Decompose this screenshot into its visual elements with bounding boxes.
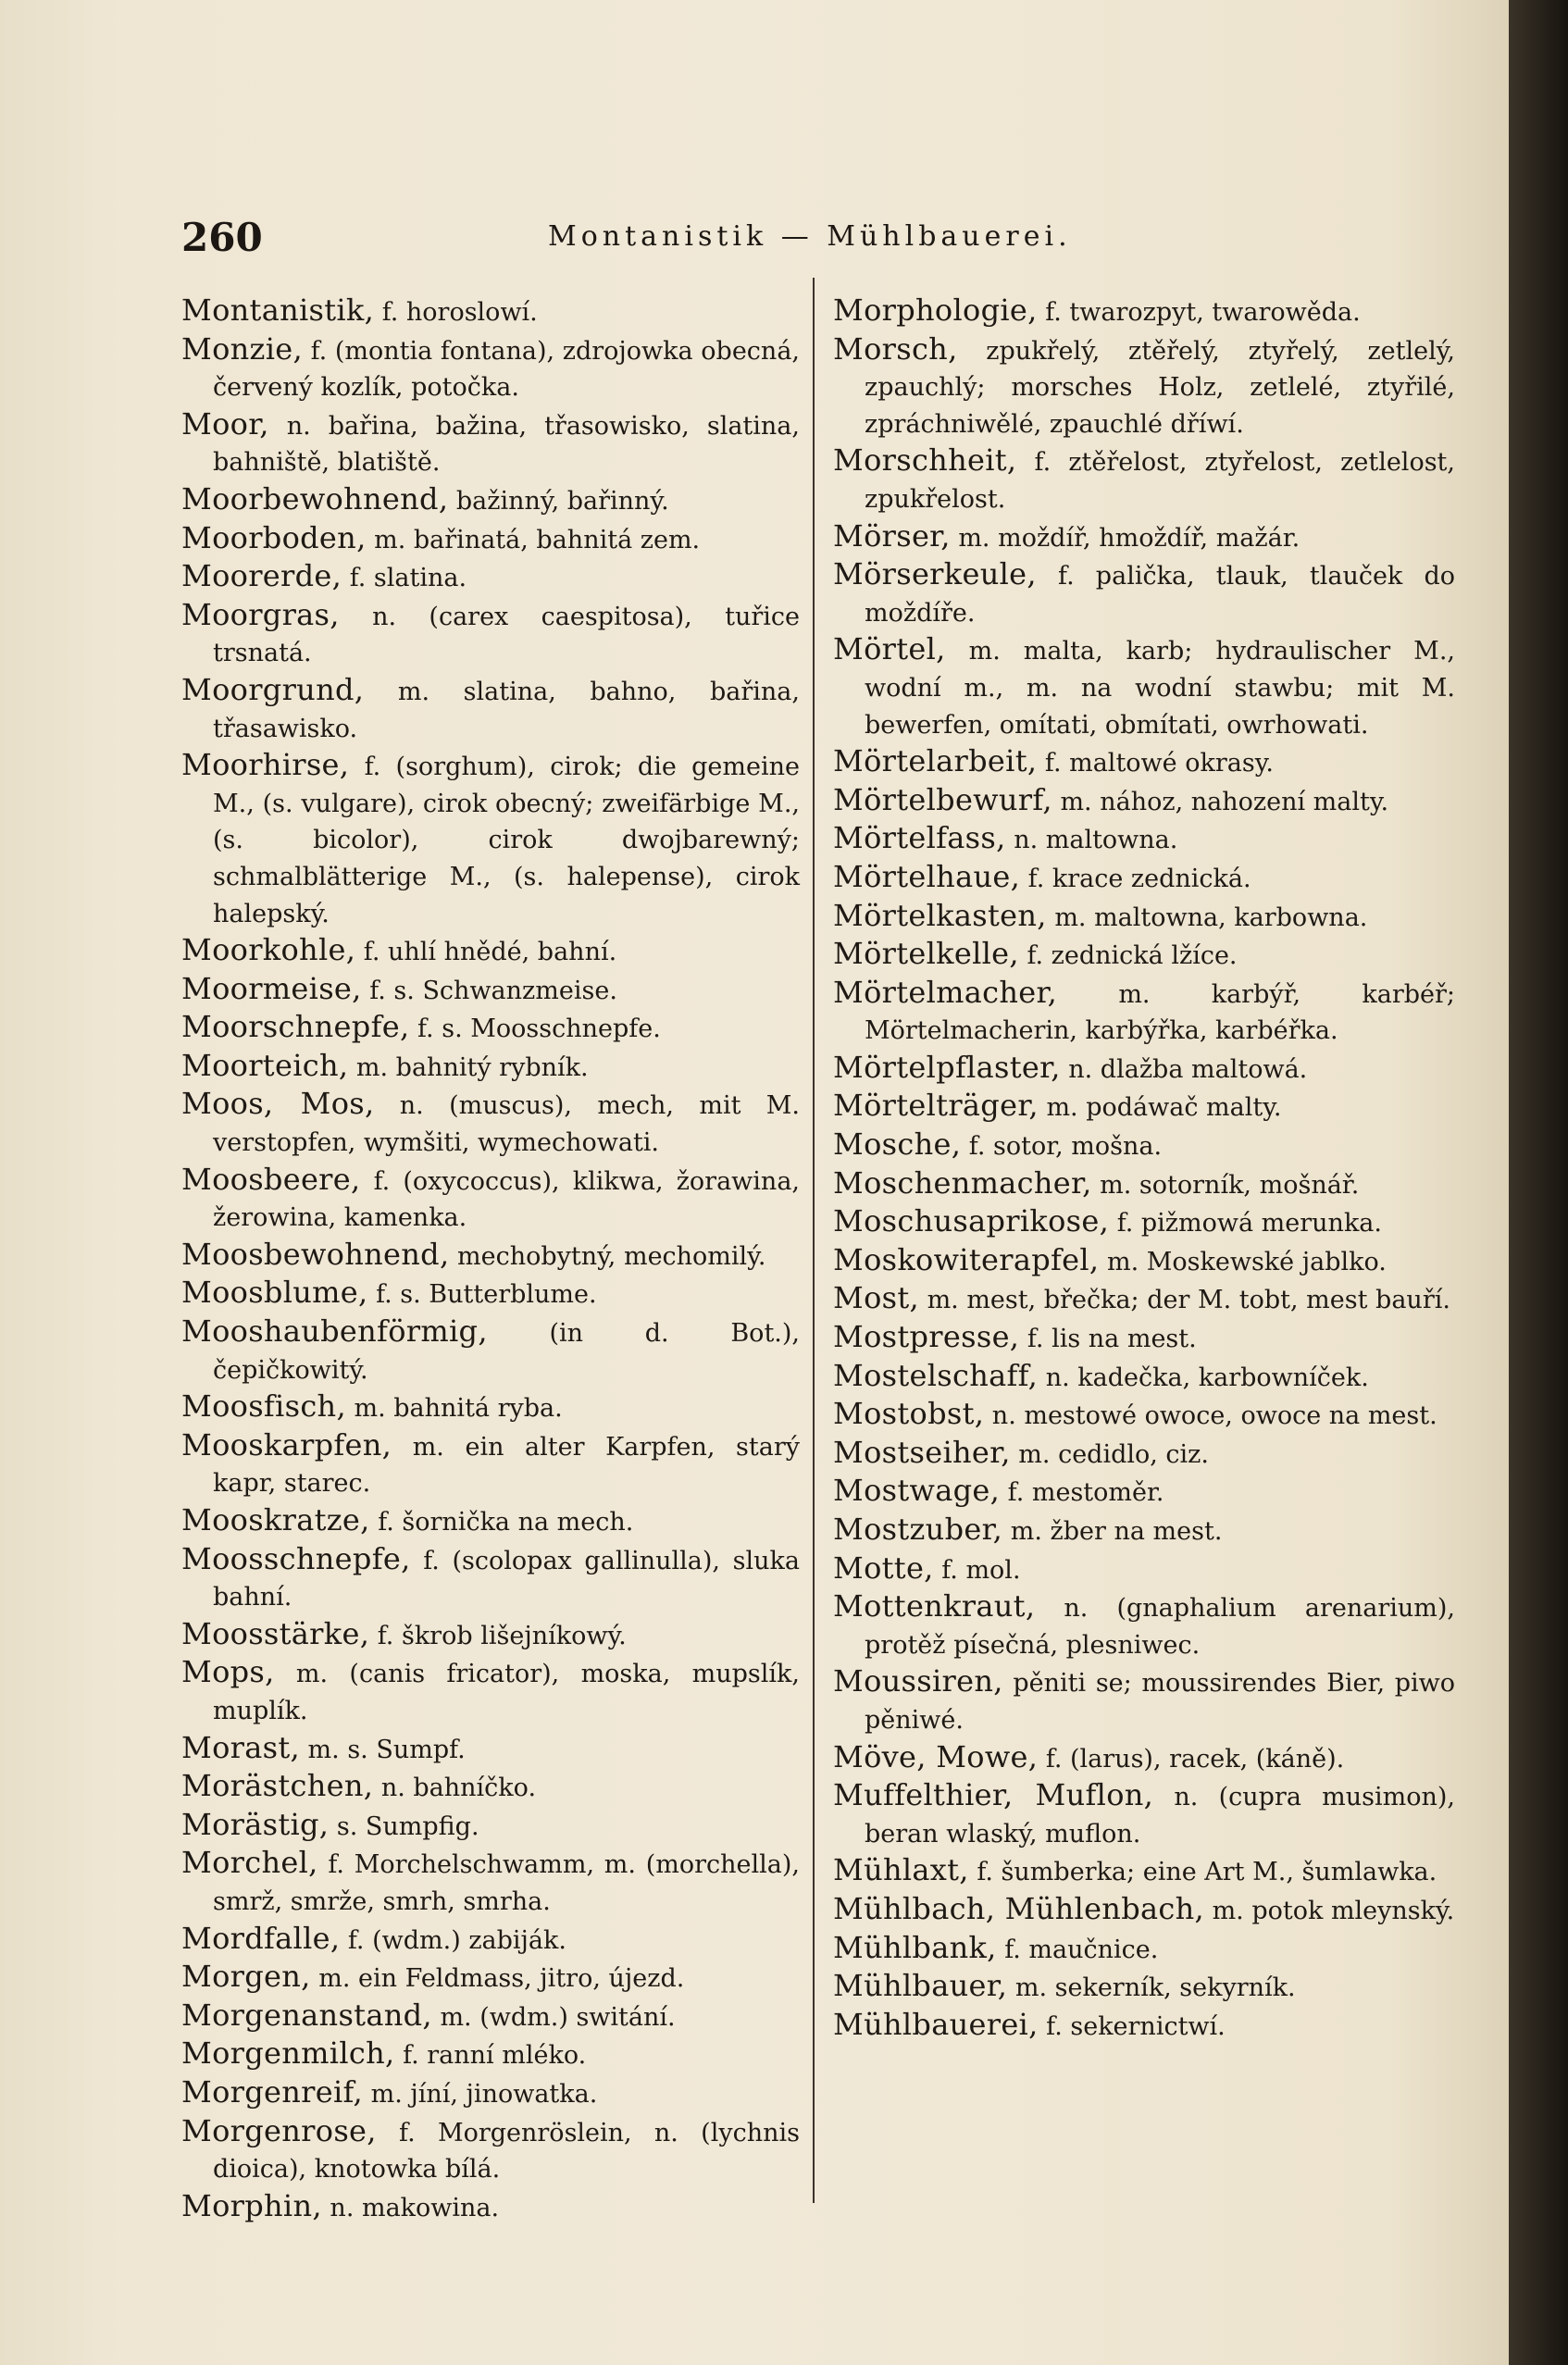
running-head: Montanistik — Mühlbauerei. xyxy=(548,220,1072,253)
dictionary-entry xyxy=(181,1730,800,1769)
entry-definition: f. mol. xyxy=(933,1555,1021,1585)
entry-definition: m. podáwač malty. xyxy=(1038,1093,1282,1123)
dictionary-entry xyxy=(833,331,1455,443)
dictionary-entry xyxy=(181,747,800,932)
entry-definition: f. (oxycoccus), klikwa, žorawina, žerowina, kamenka. xyxy=(213,1166,800,1233)
entry-headword: Moosbeere, xyxy=(181,1161,361,1197)
dictionary-entry xyxy=(833,1280,1455,1319)
entry-headword: Montanistik, xyxy=(181,293,375,328)
entry-definition: n. maltowna. xyxy=(1005,826,1178,855)
dictionary-entry xyxy=(181,1959,800,1998)
entry-headword: Moorkohle, xyxy=(181,932,356,968)
dictionary-entry xyxy=(181,1502,800,1541)
entry-headword: Moosfisch, xyxy=(181,1388,346,1425)
dictionary-entry xyxy=(181,481,800,520)
left-column xyxy=(181,293,800,2226)
entry-headword: Mörtelträger, xyxy=(833,1088,1039,1124)
entry-definition: f. s. Butterblume. xyxy=(367,1280,597,1310)
dictionary-entry xyxy=(833,820,1455,859)
entry-definition: f. s. Schwanzmeise. xyxy=(361,976,617,1005)
dictionary-entry xyxy=(833,1891,1455,1930)
dictionary-entry xyxy=(833,1396,1455,1435)
dictionary-entry xyxy=(833,1242,1455,1281)
dictionary-entry xyxy=(181,1427,800,1502)
dictionary-entry xyxy=(181,932,800,971)
entry-headword: Moosbewohnend, xyxy=(181,1236,450,1272)
entry-headword: Moussiren, xyxy=(833,1663,1003,1699)
entry-definition: m. bařinatá, bahnitá zem. xyxy=(366,525,701,554)
entry-definition: f. (montia fontana), zdrojowka obecná, červený kozlík, potočka. xyxy=(213,336,800,403)
entry-headword: Moormeise, xyxy=(181,970,362,1006)
dictionary-entry xyxy=(181,293,800,331)
entry-definition: zpukřelý, ztěřelý, ztyřelý, zetlelý, zpauchlý; morsches Holz, zetlelé, ztyřilé, zpráchniwělé, zpauchlé dříwí. xyxy=(865,336,1455,439)
entry-definition: bažinný, bařinný. xyxy=(448,486,669,516)
dictionary-entry xyxy=(181,1313,800,1388)
entry-definition: f. ranní mléko. xyxy=(394,2041,587,2071)
dictionary-entry xyxy=(181,1616,800,1655)
entry-definition: n. kadečka, karbowníček. xyxy=(1038,1363,1369,1392)
entry-headword: Mörtelbewurf, xyxy=(833,781,1052,817)
dictionary-entry xyxy=(181,1921,800,1960)
dictionary-entry xyxy=(181,1807,800,1846)
entry-headword: Mörtelpflaster, xyxy=(833,1049,1061,1085)
entry-headword: Morschheit, xyxy=(833,442,1017,479)
dictionary-entry xyxy=(833,1663,1455,1738)
dictionary-entry xyxy=(833,1512,1455,1550)
entry-definition: n. (gnaphalium arenarium), protěž písečná, plesniwec. xyxy=(865,1594,1455,1660)
dictionary-entry xyxy=(833,1050,1455,1089)
entry-headword: Mörser, xyxy=(833,517,951,554)
entry-definition: m. jíní, jinowatka. xyxy=(363,2079,598,2109)
entry-headword: Mostzuber, xyxy=(833,1512,1003,1547)
entry-definition: mechobytný, mechomilý. xyxy=(449,1241,766,1271)
entry-definition: f. (wdm.) zabiják. xyxy=(340,1925,566,1955)
entry-headword: Mühlbauerei, xyxy=(833,2006,1039,2042)
entry-headword: Mörtelarbeit, xyxy=(833,743,1038,779)
entry-definition: (in d. Bot.), čepičkowitý. xyxy=(213,1319,800,1385)
entry-headword: Morphologie, xyxy=(833,293,1038,328)
dictionary-entry xyxy=(833,1588,1455,1663)
entry-headword: Morast, xyxy=(181,1729,300,1765)
dictionary-entry xyxy=(833,1777,1455,1852)
dictionary-entry xyxy=(833,975,1455,1050)
dictionary-entry xyxy=(833,1550,1455,1589)
entry-headword: Moorgras, xyxy=(181,596,340,632)
entry-definition: f. slatina. xyxy=(342,564,467,593)
dictionary-entry xyxy=(181,1275,800,1313)
entry-headword: Mostwage, xyxy=(833,1473,1001,1509)
entry-headword: Moschenmacher, xyxy=(833,1164,1092,1201)
entry-headword: Mühlaxt, xyxy=(833,1852,969,1888)
entry-definition: m. karbýř, karbéř; Mörtelmacherin, karbýřka, karbéřka. xyxy=(865,979,1455,1046)
entry-definition: f. škrob lišejníkowý. xyxy=(369,1621,627,1650)
dictionary-entry xyxy=(833,1739,1455,1778)
entry-definition: n. (cupra musimon), beran wlaský, muflon. xyxy=(865,1783,1455,1848)
entry-definition: m. moždíř, hmoždíř, mažár. xyxy=(950,523,1300,553)
entry-definition: n. dlažba maltowá. xyxy=(1060,1054,1308,1084)
entry-headword: Mörtelhaue, xyxy=(833,858,1021,894)
entry-headword: Moosblume, xyxy=(181,1275,368,1311)
dictionary-entry xyxy=(181,2035,800,2074)
entry-definition: n. (muscus), mech, mit M. verstopfen, wymšiti, wymechowati. xyxy=(213,1091,800,1158)
entry-definition: f. krace zednická. xyxy=(1020,864,1251,893)
entry-headword: Mühlbank, xyxy=(833,1929,997,1965)
entry-headword: Mörtelkelle, xyxy=(833,936,1019,972)
entry-definition: f. palička, tlauk, tlauček do moždíře. xyxy=(865,562,1455,628)
entry-definition: m. nához, nahození malty. xyxy=(1052,787,1389,816)
dictionary-entry xyxy=(833,556,1455,631)
dictionary-entry xyxy=(181,1845,800,1920)
entry-headword: Monzie, xyxy=(181,330,303,367)
dictionary-entry xyxy=(181,558,800,597)
entry-definition: f. šornička na mech. xyxy=(369,1508,634,1537)
dictionary-entry xyxy=(833,1852,1455,1891)
entry-headword: Morphin, xyxy=(181,2187,322,2223)
entry-definition: s. Sumpfig. xyxy=(329,1811,479,1841)
entry-headword: Morgenanstand, xyxy=(181,1997,432,2033)
dictionary-entry xyxy=(833,782,1455,821)
entry-definition: pěniti se; moussirendes Bier, piwo pěniwé. xyxy=(865,1669,1455,1735)
entry-headword: Morästchen, xyxy=(181,1768,374,1804)
entry-headword: Moorgrund, xyxy=(181,671,365,707)
dictionary-entry xyxy=(833,1165,1455,1204)
entry-headword: Möve, Mowe, xyxy=(833,1738,1039,1774)
entry-headword: Morgenmilch, xyxy=(181,2035,395,2072)
entry-definition: m. ein Feldmass, jitro, újezd. xyxy=(310,1964,685,1994)
entry-headword: Moorhirse, xyxy=(181,747,350,783)
book-edge xyxy=(1509,0,1568,2365)
entry-definition: f. lis na mest. xyxy=(1019,1325,1197,1354)
dictionary-entry xyxy=(833,859,1455,898)
entry-definition: f. ztěřelost, ztyřelost, zetlelost, zpukřelost. xyxy=(865,448,1455,514)
entry-definition: m. Moskewské jablko. xyxy=(1099,1247,1387,1276)
entry-definition: m. s. Sumpf. xyxy=(299,1735,466,1764)
column-divider xyxy=(813,278,815,2203)
dictionary-entry xyxy=(181,1388,800,1427)
entry-definition: f. šumberka; eine Art M., šumlawka. xyxy=(968,1858,1437,1887)
dictionary-entry xyxy=(833,1358,1455,1397)
entry-headword: Moorbewohnend, xyxy=(181,480,449,517)
entry-definition: m. žber na mest. xyxy=(1002,1517,1223,1546)
entry-headword: Morgenrose, xyxy=(181,2112,377,2148)
entry-headword: Moorerde, xyxy=(181,558,342,594)
dictionary-entry xyxy=(833,1203,1455,1242)
entry-headword: Motte, xyxy=(833,1550,934,1586)
dictionary-entry xyxy=(833,518,1455,557)
dictionary-entry xyxy=(181,406,800,481)
entry-definition: f. sekernictwí. xyxy=(1038,2011,1226,2041)
dictionary-entry xyxy=(181,597,800,672)
dictionary-entry xyxy=(181,1541,800,1616)
entry-definition: m. (wdm.) switání. xyxy=(431,2002,676,2032)
dictionary-entry xyxy=(833,2007,1455,2046)
dictionary-entry xyxy=(833,442,1455,517)
dictionary-entry xyxy=(833,898,1455,937)
dictionary-entry xyxy=(181,331,800,406)
entry-definition: n. bařina, bažina, třasowisko, slatina, bahniště, blatiště. xyxy=(213,411,800,478)
entry-headword: Mostpresse, xyxy=(833,1319,1020,1355)
entry-headword: Mooskratze, xyxy=(181,1502,370,1537)
dictionary-entry xyxy=(181,1048,800,1087)
dictionary-entry xyxy=(833,1088,1455,1126)
entry-definition: f. maltowé okrasy. xyxy=(1037,749,1274,778)
entry-headword: Mordfalle, xyxy=(181,1920,341,1956)
entry-headword: Mühlbauer, xyxy=(833,1968,1008,2004)
entry-definition: m. maltowna, karbowna. xyxy=(1046,902,1368,932)
entry-definition: n. mestowé owoce, owoce na mest. xyxy=(984,1401,1437,1431)
entry-definition: f. sotor, mošna. xyxy=(961,1132,1163,1162)
dictionary-entry xyxy=(833,936,1455,975)
entry-headword: Morgenreif, xyxy=(181,2073,364,2110)
dictionary-entry xyxy=(181,672,800,747)
entry-headword: Moskowiterapfel, xyxy=(833,1241,1100,1277)
dictionary-entry xyxy=(833,1930,1455,1969)
entry-headword: Muffelthier, Muflon, xyxy=(833,1777,1154,1813)
entry-headword: Moosschnepfe, xyxy=(181,1540,411,1576)
entry-definition: m. potok mleynský. xyxy=(1204,1896,1455,1925)
dictionary-entry xyxy=(181,2074,800,2113)
entry-headword: Mörtel, xyxy=(833,631,946,667)
entry-definition: n. (carex caespitosa), tuřice trsnatá. xyxy=(213,602,800,668)
dictionary-entry xyxy=(833,1319,1455,1358)
entry-headword: Moorteich, xyxy=(181,1047,349,1083)
entry-headword: Mühlbach, Mühlenbach, xyxy=(833,1890,1204,1926)
entry-headword: Mostelschaff, xyxy=(833,1357,1039,1393)
entry-headword: Mörserkeule, xyxy=(833,556,1037,592)
dictionary-entry xyxy=(181,2113,800,2188)
entry-definition: m. bahnitá ryba. xyxy=(345,1394,563,1424)
entry-definition: m. cedidlo, ciz. xyxy=(1010,1439,1209,1469)
entry-headword: Mooshaubenförmig, xyxy=(181,1313,488,1350)
entry-headword: Mottenkraut, xyxy=(833,1588,1036,1624)
dictionary-entry xyxy=(181,2188,800,2227)
page-number: 260 xyxy=(181,215,263,260)
page-header xyxy=(0,215,1509,270)
dictionary-entry xyxy=(833,1968,1455,2007)
entry-definition: n. bahníčko. xyxy=(373,1774,537,1803)
entry-headword: Mooskarpfen, xyxy=(181,1426,392,1463)
entry-headword: Moschusaprikose, xyxy=(833,1203,1110,1239)
entry-definition: f. horoslowí. xyxy=(374,298,538,327)
entry-definition: m. bahnitý rybník. xyxy=(348,1052,589,1082)
entry-definition: m. sotorník, mošnář. xyxy=(1091,1170,1360,1200)
dictionary-entry xyxy=(833,1435,1455,1474)
entry-definition: m. malta, karb; hydraulischer M., wodní m., m. na wodní stawbu; mit M. bewerfen, omítati, obmítati, owrhowati. xyxy=(865,637,1455,740)
entry-definition: m. ein alter Karpfen, starý kapr, starec. xyxy=(213,1432,800,1499)
entry-definition: f. twarozpyt, twarowěda. xyxy=(1037,298,1361,327)
entry-headword: Moorschnepfe, xyxy=(181,1009,410,1045)
entry-definition: f. Morgenröslein, n. (lychnis dioica), knotowka bílá. xyxy=(213,2118,800,2185)
entry-definition: f. maučnice. xyxy=(996,1935,1159,1964)
entry-definition: f. (larus), racek, (káně). xyxy=(1038,1744,1345,1774)
entry-headword: Most, xyxy=(833,1280,919,1316)
entry-definition: f. uhlí hnědé, bahní. xyxy=(355,938,617,967)
entry-definition: f. (scolopax gallinulla), sluka bahní. xyxy=(213,1546,800,1612)
entry-definition: f. Morchelschwamm, m. (morchella), smrž, smrže, smrh, smrha. xyxy=(213,1850,800,1916)
entry-definition: m. slatina, bahno, bařina, třasawisko. xyxy=(213,677,800,743)
entry-headword: Mörtelmacher, xyxy=(833,974,1058,1010)
entry-headword: Mostseiher, xyxy=(833,1434,1011,1470)
dictionary-entry xyxy=(181,1086,800,1161)
entry-headword: Mops, xyxy=(181,1654,275,1690)
dictionary-entry xyxy=(181,1654,800,1729)
entry-definition: m. sekerník, sekyrník. xyxy=(1007,1973,1296,2003)
right-column xyxy=(833,293,1455,2045)
entry-definition: m. (canis fricator), moska, mupslík, muplík. xyxy=(213,1660,800,1725)
entry-headword: Mörtelfass, xyxy=(833,820,1006,856)
dictionary-entry xyxy=(833,743,1455,782)
entry-definition: f. mestoměr. xyxy=(1000,1478,1164,1508)
entry-definition: f. s. Moosschnepfe. xyxy=(409,1014,661,1044)
dictionary-entry xyxy=(833,1473,1455,1512)
entry-headword: Morchel, xyxy=(181,1845,318,1881)
dictionary-entry xyxy=(181,520,800,559)
dictionary-entry xyxy=(833,631,1455,743)
entry-definition: m. mest, břečka; der M. tobt, mest bauří. xyxy=(918,1286,1450,1315)
entry-headword: Moor, xyxy=(181,405,269,442)
dictionary-entry xyxy=(181,1009,800,1048)
entry-headword: Moorboden, xyxy=(181,519,367,555)
entry-definition: f. zednická lžíce. xyxy=(1018,941,1238,971)
entry-definition: f. pižmowá merunka. xyxy=(1109,1209,1382,1239)
entry-headword: Morsch, xyxy=(833,330,958,367)
entry-headword: Mörtelkasten, xyxy=(833,897,1047,933)
dictionary-entry xyxy=(181,1998,800,2036)
entry-definition: n. makowina. xyxy=(321,2193,500,2222)
entry-headword: Mosche, xyxy=(833,1126,962,1163)
entry-headword: Morästig, xyxy=(181,1806,330,1842)
dictionary-entry xyxy=(181,971,800,1010)
dictionary-entry xyxy=(181,1237,800,1276)
entry-headword: Mostobst, xyxy=(833,1396,985,1432)
entry-headword: Moosstärke, xyxy=(181,1615,370,1651)
entry-headword: Moos, Mos, xyxy=(181,1086,375,1122)
dictionary-entry xyxy=(833,293,1455,331)
entry-definition: f. (sorghum), cirok; die gemeine M., (s. vulgare), cirok obecný; zweifärbige M., (s. bicolor), cirok dwojbarewný; schmalblätterige M., (s. halepense), cirok halepský. xyxy=(213,753,800,928)
dictionary-entry xyxy=(181,1162,800,1237)
entry-headword: Morgen, xyxy=(181,1959,311,1995)
dictionary-entry xyxy=(833,1126,1455,1165)
dictionary-entry xyxy=(181,1768,800,1807)
